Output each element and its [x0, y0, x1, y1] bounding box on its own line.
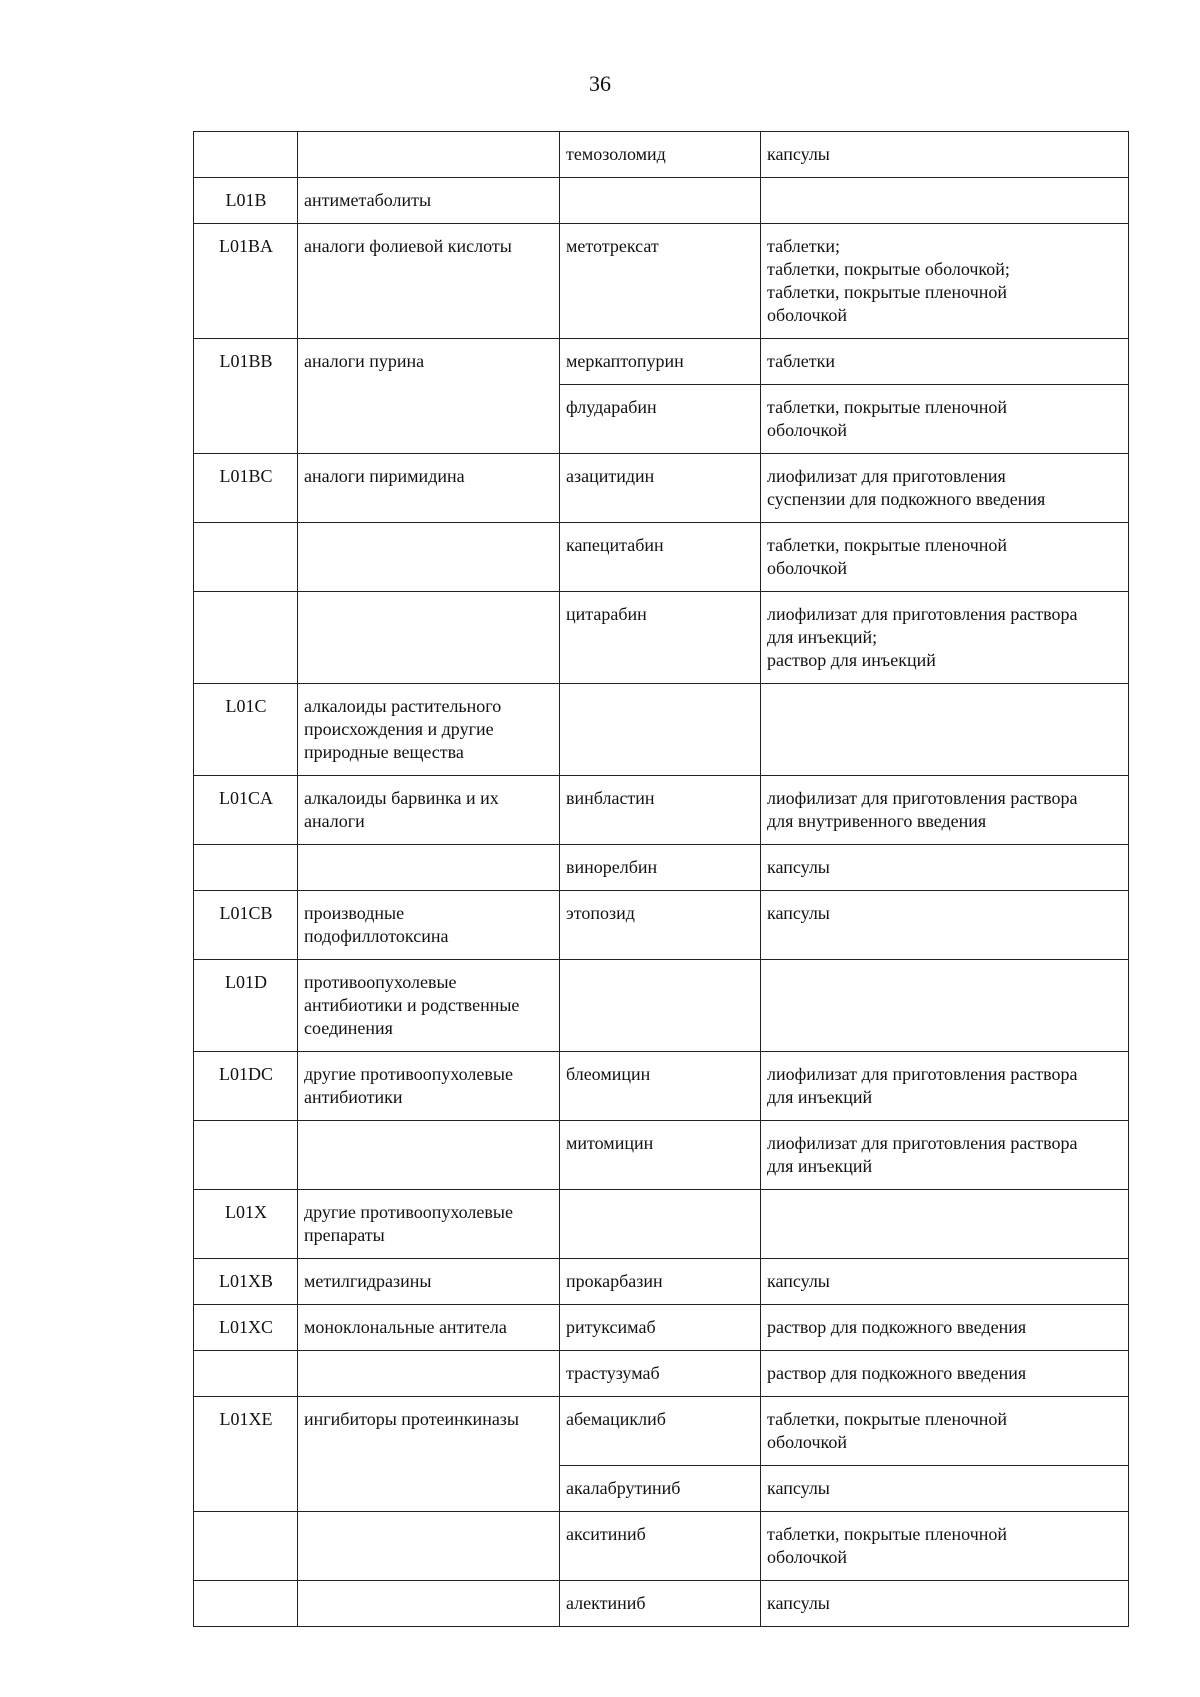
atc-code-cell — [194, 1351, 298, 1397]
pharmacological-group-cell — [298, 523, 560, 592]
pharmacological-group-cell: аналоги фолиевой кислоты — [298, 224, 560, 339]
table-row — [194, 891, 1129, 960]
dosage-form-cell: лиофилизат для приготовления раствора для инъекций — [761, 1121, 1129, 1190]
table-row — [194, 1397, 1129, 1466]
dosage-form-cell: капсулы — [761, 891, 1129, 960]
dosage-form-cell: таблетки, покрытые пленочной оболочкой — [761, 1397, 1129, 1466]
table-row — [194, 960, 1129, 1052]
atc-code-cell: L01XC — [194, 1305, 298, 1351]
dosage-form-cell — [761, 960, 1129, 1052]
drug-name-cell: ритуксимаб — [560, 1305, 761, 1351]
table-row — [194, 1121, 1129, 1190]
dosage-form-cell: лиофилизат для приготовления раствора для инъекций; раствор для инъекций — [761, 592, 1129, 684]
table-row — [194, 132, 1129, 178]
drug-name-cell: капецитабин — [560, 523, 761, 592]
pharmacological-group-cell — [298, 1512, 560, 1581]
pharmacological-group-cell: моноклональные антитела — [298, 1305, 560, 1351]
drug-name-cell: блеомицин — [560, 1052, 761, 1121]
table-row — [194, 523, 1129, 592]
atc-code-cell — [194, 132, 298, 178]
dosage-form-cell: капсулы — [761, 845, 1129, 891]
dosage-form-cell: лиофилизат для приготовления суспензии для подкожного введения — [761, 454, 1129, 523]
table-row — [194, 178, 1129, 224]
drug-name-cell — [560, 178, 761, 224]
table-row — [194, 1581, 1129, 1627]
atc-code-cell — [194, 1581, 298, 1627]
atc-code-cell: L01XE — [194, 1397, 298, 1512]
atc-code-cell: L01CB — [194, 891, 298, 960]
atc-code-cell: L01BC — [194, 454, 298, 523]
pharmacological-group-cell: метилгидразины — [298, 1259, 560, 1305]
dosage-form-cell: таблетки, покрытые пленочной оболочкой — [761, 385, 1129, 454]
drug-name-cell — [560, 684, 761, 776]
table-row — [194, 1259, 1129, 1305]
pharmacological-group-cell — [298, 1121, 560, 1190]
drug-name-cell: митомицин — [560, 1121, 761, 1190]
dosage-form-cell: таблетки, покрытые пленочной оболочкой — [761, 1512, 1129, 1581]
dosage-form-cell: раствор для подкожного введения — [761, 1305, 1129, 1351]
table-row — [194, 845, 1129, 891]
atc-code-cell: L01CA — [194, 776, 298, 845]
drug-name-cell: прокарбазин — [560, 1259, 761, 1305]
pharmacological-group-cell: алкалоиды растительного происхождения и другие природные вещества — [298, 684, 560, 776]
table-row — [194, 1512, 1129, 1581]
pharmacological-group-cell — [298, 132, 560, 178]
atc-code-cell — [194, 523, 298, 592]
drug-name-cell: винорелбин — [560, 845, 761, 891]
pharmacological-group-cell — [298, 1581, 560, 1627]
drug-name-cell: цитарабин — [560, 592, 761, 684]
pharmacological-group-cell: аналоги пиримидина — [298, 454, 560, 523]
drug-name-cell: метотрексат — [560, 224, 761, 339]
drug-name-cell: винбластин — [560, 776, 761, 845]
table-row — [194, 339, 1129, 385]
pharmacological-group-cell — [298, 1351, 560, 1397]
dosage-form-cell: лиофилизат для приготовления раствора для внутривенного введения — [761, 776, 1129, 845]
atc-code-cell — [194, 1512, 298, 1581]
dosage-form-cell: таблетки, покрытые пленочной оболочкой — [761, 523, 1129, 592]
atc-code-cell: L01BB — [194, 339, 298, 454]
drug-name-cell — [560, 1190, 761, 1259]
table-row — [194, 1190, 1129, 1259]
table-row — [194, 1305, 1129, 1351]
pharmacological-group-cell: аналоги пурина — [298, 339, 560, 454]
drug-name-cell: меркаптопурин — [560, 339, 761, 385]
atc-code-cell: L01D — [194, 960, 298, 1052]
page-number: 36 — [589, 71, 611, 96]
drug-table — [193, 131, 1129, 1627]
drug-name-cell: абемациклиб — [560, 1397, 761, 1466]
drug-name-cell: флударабин — [560, 385, 761, 454]
atc-code-cell: L01XB — [194, 1259, 298, 1305]
atc-code-cell: L01C — [194, 684, 298, 776]
dosage-form-cell — [761, 1190, 1129, 1259]
table-row — [194, 454, 1129, 523]
drug-name-cell: акситиниб — [560, 1512, 761, 1581]
pharmacological-group-cell: алкалоиды барвинка и их аналоги — [298, 776, 560, 845]
drug-name-cell: трастузумаб — [560, 1351, 761, 1397]
pharmacological-group-cell: другие противоопухолевые антибиотики — [298, 1052, 560, 1121]
table-row — [194, 592, 1129, 684]
table-row — [194, 776, 1129, 845]
pharmacological-group-cell: противоопухолевые антибиотики и родственные соединения — [298, 960, 560, 1052]
table-row — [194, 1052, 1129, 1121]
pharmacological-group-cell: ингибиторы протеинкиназы — [298, 1397, 560, 1512]
atc-code-cell: L01DC — [194, 1052, 298, 1121]
dosage-form-cell: лиофилизат для приготовления раствора для инъекций — [761, 1052, 1129, 1121]
pharmacological-group-cell: другие противоопухолевые препараты — [298, 1190, 560, 1259]
atc-code-cell — [194, 1121, 298, 1190]
dosage-form-cell: капсулы — [761, 1581, 1129, 1627]
dosage-form-cell — [761, 178, 1129, 224]
pharmacological-group-cell: производные подофиллотоксина — [298, 891, 560, 960]
table-row — [194, 684, 1129, 776]
dosage-form-cell: раствор для подкожного введения — [761, 1351, 1129, 1397]
atc-code-cell: L01B — [194, 178, 298, 224]
drug-name-cell: акалабрутиниб — [560, 1466, 761, 1512]
drug-name-cell: азацитидин — [560, 454, 761, 523]
atc-code-cell — [194, 845, 298, 891]
drug-name-cell: алектиниб — [560, 1581, 761, 1627]
drug-name-cell: темозоломид — [560, 132, 761, 178]
atc-code-cell: L01BA — [194, 224, 298, 339]
pharmacological-group-cell — [298, 845, 560, 891]
table-body — [194, 132, 1129, 1627]
atc-code-cell — [194, 592, 298, 684]
drug-name-cell: этопозид — [560, 891, 761, 960]
dosage-form-cell: капсулы — [761, 1466, 1129, 1512]
dosage-form-cell: таблетки; таблетки, покрытые оболочкой; таблетки, покрытые пленочной оболочкой — [761, 224, 1129, 339]
dosage-form-cell: капсулы — [761, 1259, 1129, 1305]
pharmacological-group-cell: антиметаболиты — [298, 178, 560, 224]
pharmacological-group-cell — [298, 592, 560, 684]
dosage-form-cell: таблетки — [761, 339, 1129, 385]
atc-code-cell: L01X — [194, 1190, 298, 1259]
table-row — [194, 1351, 1129, 1397]
dosage-form-cell — [761, 684, 1129, 776]
dosage-form-cell: капсулы — [761, 132, 1129, 178]
table-row — [194, 224, 1129, 339]
drug-name-cell — [560, 960, 761, 1052]
